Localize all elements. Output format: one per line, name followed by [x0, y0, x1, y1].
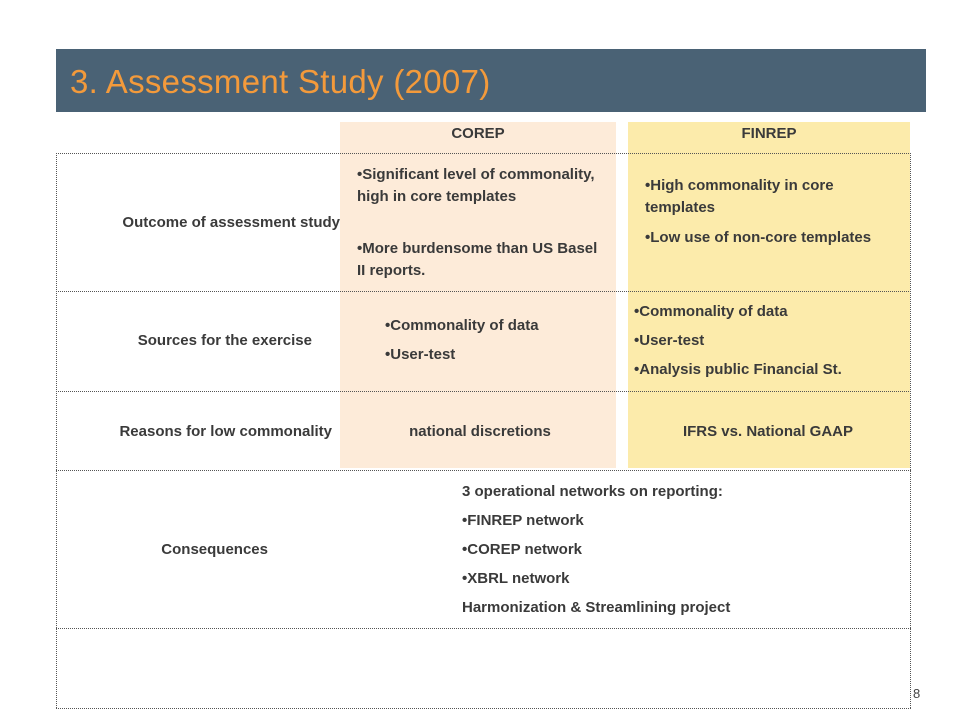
outcome-finrep-bullet-2: •Low use of non-core templates [645, 229, 872, 246]
row-label-sources: Sources for the exercise [137, 332, 312, 349]
finrep-column-fill [628, 122, 910, 468]
sources-finrep-bullet-1: •Commonality of data [634, 303, 788, 320]
sources-corep-bullet-1: •Commonality of data [385, 317, 539, 334]
outcome-finrep-bullet-1: •High commonality in core templates [645, 177, 834, 216]
row-label-reasons: Reasons for low commonality [119, 423, 332, 440]
title-bar [56, 49, 926, 112]
table-border-right [910, 153, 911, 708]
header-finrep: FINREP [741, 125, 797, 142]
table-divider [56, 708, 911, 709]
table-divider [56, 391, 911, 392]
consequences-list [462, 483, 730, 628]
consequences-line: •XBRL network [462, 570, 570, 587]
consequences-line: •FINREP network [462, 512, 584, 529]
consequences-line: Harmonization & Streamlining project [462, 599, 731, 616]
consequences-line: 3 operational networks on reporting: [462, 483, 723, 500]
row-label-consequences: Consequences [161, 541, 268, 558]
header-corep: COREP [451, 125, 505, 142]
reasons-finrep-text: IFRS vs. National GAAP [682, 423, 854, 440]
table-divider [56, 470, 911, 471]
table-divider [56, 291, 911, 292]
sources-finrep-bullet-3: •Analysis public Financial St. [634, 361, 842, 378]
reasons-corep-text: national discretions [409, 423, 551, 440]
table-divider [56, 628, 911, 629]
row-label-outcome: Outcome of assessment study [122, 214, 340, 231]
outcome-corep-bullet-1: •Significant level of commonality, high in core templates [357, 166, 595, 205]
table-divider [56, 153, 911, 154]
slide-title: 3. Assessment Study (2007) [70, 63, 491, 100]
outcome-corep-bullet-2: •More burdensome than US Basel II reports. [357, 240, 598, 279]
sources-finrep-bullet-2: •User-test [634, 332, 705, 349]
consequences-line: •COREP network [462, 541, 582, 558]
page-number: 8 [913, 686, 921, 701]
sources-corep-bullet-2: •User-test [385, 346, 456, 363]
